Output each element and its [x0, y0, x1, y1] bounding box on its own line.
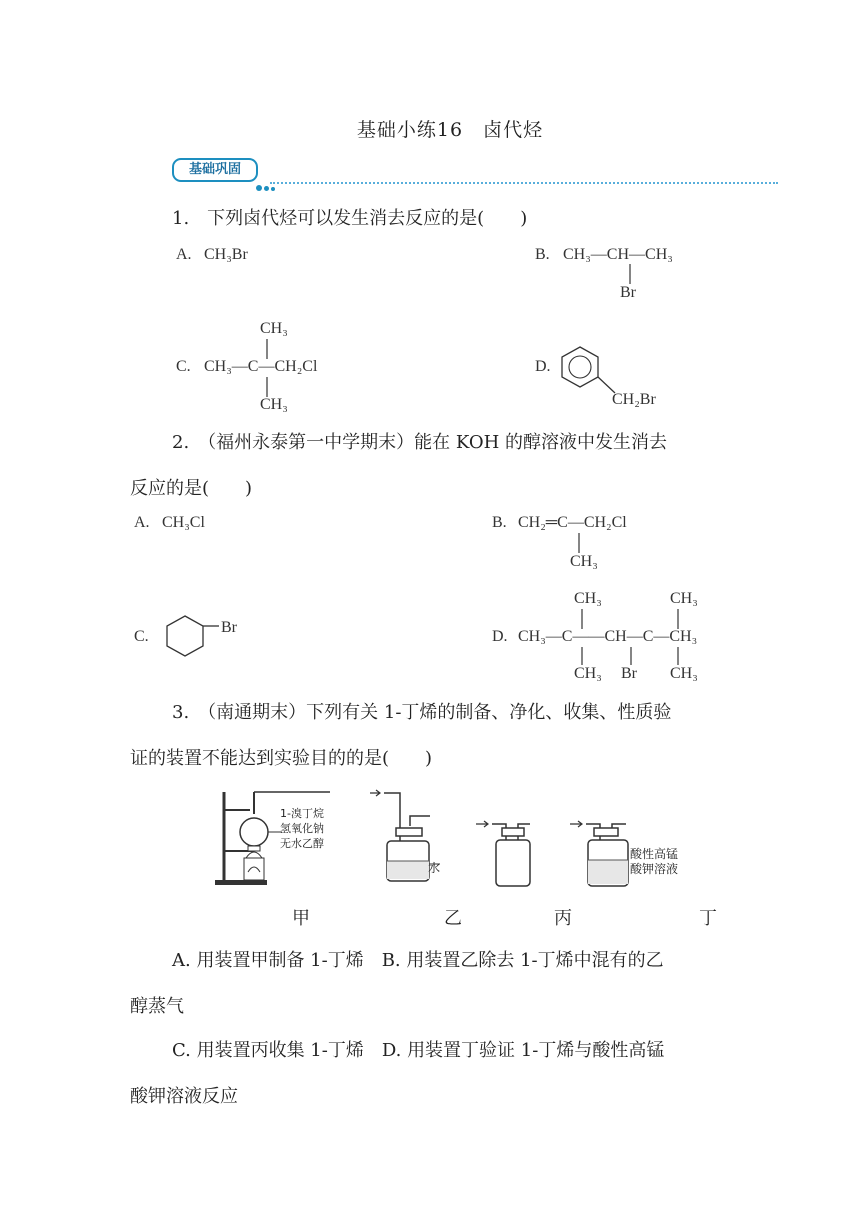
q2-d-bond-1-icon	[580, 609, 584, 629]
apparatus-label-jia: 甲	[292, 908, 310, 929]
kmno4-label-1: 酸性高锰	[630, 847, 679, 861]
q1-option-c-label: C.	[176, 358, 191, 375]
q1-option-a-formula: CH₃Br	[204, 246, 248, 263]
q1-option-b-sub: Br	[620, 284, 636, 301]
q2-option-d-top2: CH₃	[670, 590, 698, 607]
q2-option-d-top1: CH₃	[574, 590, 602, 607]
question-3-text-line1: 3. （南通期末）下列有关 1-丁烯的制备、净化、收集、性质验	[172, 702, 672, 723]
section-badge	[172, 158, 258, 182]
q3-option-ab-cont: 醇蒸气	[130, 996, 184, 1017]
q1-option-c-top: CH₃	[260, 320, 288, 337]
question-3-text-line2: 证的装置不能达到实验目的的是( )	[130, 748, 433, 769]
question-1-text: 1. 下列卤代烃可以发生消去反应的是( )	[172, 208, 528, 229]
q1-b-bond-icon	[628, 264, 632, 284]
q1-c-bond-top-icon	[265, 339, 269, 359]
flask-label-2: 氢氧化钠	[280, 822, 324, 835]
q2-option-d-bot2: Br	[621, 665, 637, 682]
q2-option-b-main: CH₂═C—CH₂Cl	[518, 514, 627, 531]
kmno4-label-2: 酸钾溶液	[630, 862, 679, 876]
q2-option-c-sub: Br	[221, 619, 237, 636]
badge-dots-icon	[256, 176, 277, 195]
q2-option-d-bot1: CH₃	[574, 665, 602, 682]
page-title: 基础小练16 卤代烃	[356, 119, 544, 141]
question-2-text-line1: 2. （福州永泰第一中学期末）能在 KOH 的醇溶液中发生消去	[172, 432, 668, 453]
q2-d-bond-5-icon	[676, 647, 680, 665]
q1-option-c-main: CH₃—C—CH₂Cl	[204, 358, 318, 375]
q1-option-c-bottom: CH₃	[260, 396, 288, 413]
apparatus-label-yi: 乙	[444, 908, 462, 929]
q3-option-ab: A. 用装置甲制备 1-丁烯 B. 用装置乙除去 1-丁烯中混有的乙	[172, 950, 664, 971]
q2-option-a-label: A.	[134, 514, 150, 531]
water-label: 水	[428, 861, 441, 875]
q2-option-d-main: CH₃—C——CH—C—CH₃	[518, 628, 698, 645]
apparatus-bing-icon	[476, 816, 546, 888]
q2-d-bond-3-icon	[580, 647, 584, 665]
q2-option-c-label: C.	[134, 628, 149, 645]
q2-d-bond-4-icon	[629, 647, 633, 665]
q1-c-bond-bottom-icon	[265, 377, 269, 397]
q1-option-d-sub: CH₂Br	[612, 391, 656, 408]
q2-d-bond-2-icon	[676, 609, 680, 629]
section-divider	[270, 182, 778, 184]
flask-label-1: 1-溴丁烷	[280, 807, 324, 820]
q1-option-b-main: CH₃—CH—CH₃	[563, 246, 673, 263]
q2-option-d-label: D.	[492, 628, 508, 645]
section-badge-label: 基础巩固	[188, 162, 241, 177]
q2-option-b-label: B.	[492, 514, 507, 531]
q3-option-cd: C. 用装置丙收集 1-丁烯 D. 用装置丁验证 1-丁烯与酸性高锰	[172, 1040, 665, 1061]
q3-option-cd-cont: 酸钾溶液反应	[130, 1086, 238, 1107]
q2-option-a-formula: CH₃Cl	[162, 514, 205, 531]
apparatus-label-bing: 丙	[554, 908, 572, 929]
flask-label-3: 无水乙醇	[280, 837, 324, 850]
q2-b-bond-icon	[577, 533, 581, 553]
question-2-text-line2: 反应的是( )	[130, 478, 253, 499]
q2-option-d-bot3: CH₃	[670, 665, 698, 682]
apparatus-label-ding: 丁	[699, 908, 717, 929]
q1-option-a-label: A.	[176, 246, 192, 263]
q1-option-b-label: B.	[535, 246, 550, 263]
q2-option-b-sub: CH₃	[570, 553, 598, 570]
q1-option-d-label: D.	[535, 358, 551, 375]
